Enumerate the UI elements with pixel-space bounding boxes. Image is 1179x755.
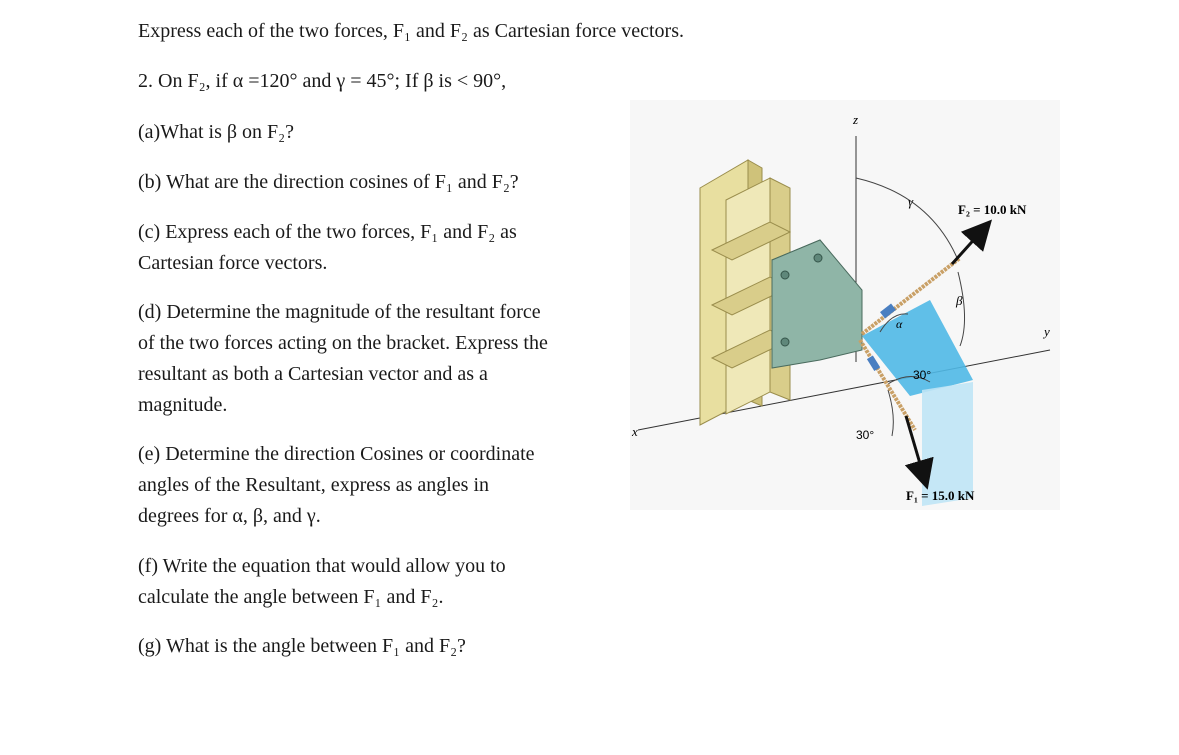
f1-label: F₁ = 15.0 kN [906, 488, 975, 503]
question-a: (a)What is β on F₂? [138, 121, 294, 143]
question-e-line3: degrees for α, β, and γ. [138, 505, 321, 527]
alpha-label: α [896, 317, 903, 331]
question-d-line2: of the two forces acting on the bracket. Express the [138, 332, 548, 354]
f2-label: F₂ = 10.0 kN [958, 202, 1027, 217]
question-f-line2: calculate the angle between F₁ and F₂. [138, 586, 444, 608]
question-d-line1: (d) Determine the magnitude of the resultant force [138, 301, 541, 323]
question-b: (b) What are the direction cosines of F₁ and F₂? [138, 171, 519, 193]
question-c-line1: (c) Express each of the two forces, F₁ and F₂ as [138, 221, 517, 243]
question-f-line1: (f) Write the equation that would allow you to [138, 555, 506, 577]
question-e-line2: angles of the Resultant, express as angles in [138, 474, 490, 496]
z-axis-label: z [853, 112, 859, 127]
force-diagram-svg [630, 100, 1060, 520]
question-d-line4: magnitude. [138, 394, 228, 416]
beta-label: β [956, 293, 963, 308]
gamma-label: γ [908, 194, 914, 209]
x-axis-label: x [632, 424, 638, 439]
question-g: (g) What is the angle between F₁ and F₂? [138, 635, 466, 657]
angle-30-bottom-label: 30° [856, 428, 875, 442]
question-d-line3: resultant as both a Cartesian vector and as a [138, 363, 488, 385]
y-axis-label: y [1044, 324, 1050, 339]
force-diagram [630, 100, 1060, 520]
problem-given: 2. On F₂, if α =120° and γ = 45°; If β is < 90°, [138, 70, 507, 92]
question-c-line2: Cartesian force vectors. [138, 252, 328, 274]
question-e-line1: (e) Determine the direction Cosines or coordinate [138, 443, 535, 465]
angle-30-top-label: 30° [913, 368, 932, 382]
problem-intro: Express each of the two forces, F₁ and F₂ as Cartesian force vectors. [138, 20, 684, 42]
